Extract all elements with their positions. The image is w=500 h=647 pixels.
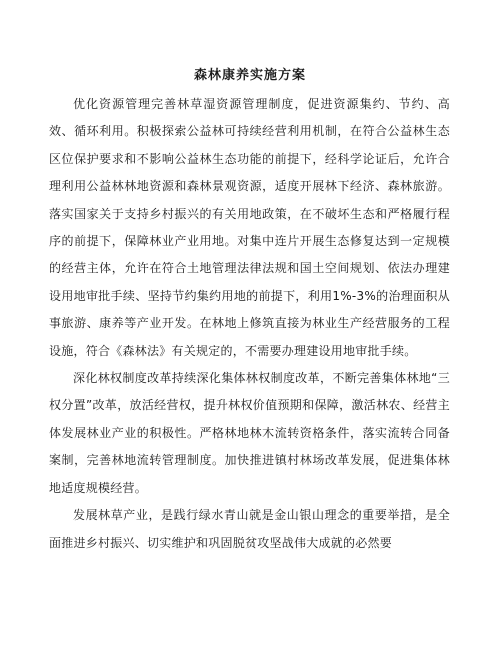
document-body: [49, 91, 450, 557]
paragraph-forest-rights-reform: 深化林权制度改革持续深化集体林权制度改革，不断完善集体林地“三权分置”改革，放活经营权，提升林权价值预期和保障，激活林农、经营主体发展林业产业的积极性。严格林地林木流转资格条件，落实流转合同备案制，完善林地流转管理制度。加快推进镇村林场改革发展，促进集体林地适度规模经营。: [49, 371, 450, 495]
paragraph-resource-management: 优化资源管理完善林草湿资源管理制度，促进资源集约、节约、高效、循环利用。积极探索公益林可持续经营利用机制，在符合公益林生态区位保护要求和不影响公益林生态功能的前提下，经科学论证后，允许合理利用公益林林地资源和森林景观资源，适度开展林下经济、森林旅游。落实国家关于支持乡村振兴的有关用地政策，在不破坏生态和严格履行程序的前提下，保障林业产业用地。对集中连片开展生态修复达到一定规模的经营主体，允许在符合土地管理法律法规和国土空间规划、依法办理建设用地审批手续、坚持节约集约用地的前提下，利用1%-3%的治理面积从事旅游、康养等产业开发。在林地上修筑直接为林业生产经营服务的工程设施，符合《森林法》有关规定的，不需要办理建设用地审批手续。: [49, 97, 450, 358]
paragraph-forest-grass-industry: 发展林草产业，是践行绿水青山就是金山银山理念的重要举措，是全面推进乡村振兴、切实维护和巩固脱贫攻坚战伟大成就的必然要: [49, 508, 450, 550]
document-title: 森林康养实施方案: [193, 68, 306, 83]
